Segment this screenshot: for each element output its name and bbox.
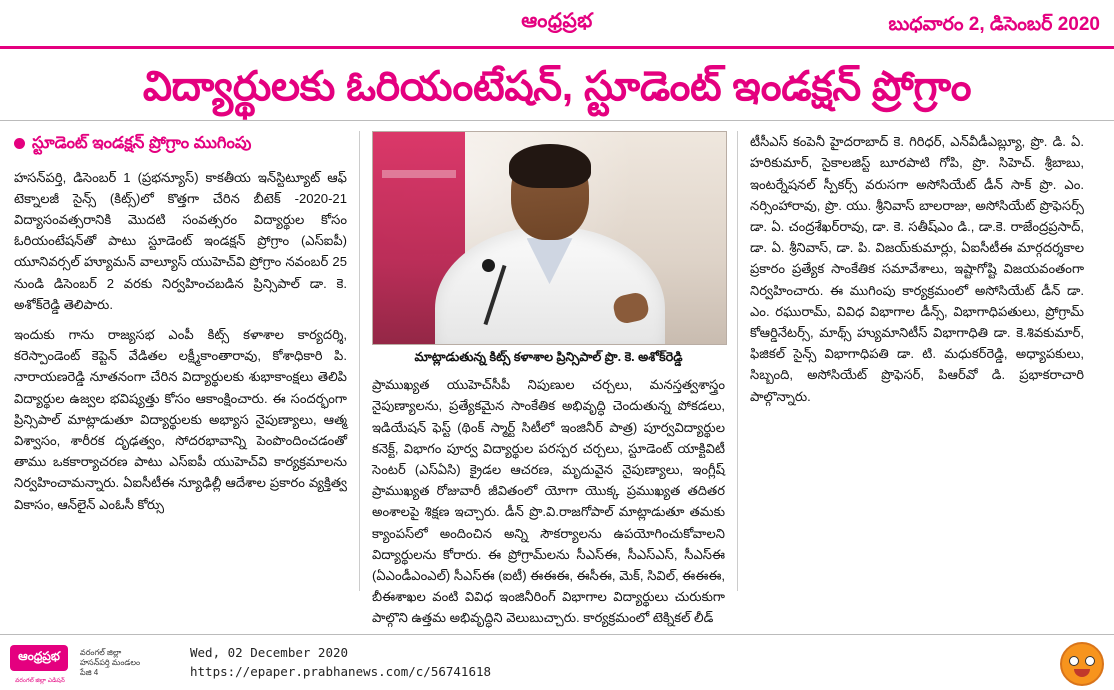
footer-edition-meta bbox=[80, 648, 172, 678]
article-column-2 bbox=[360, 131, 738, 626]
mascot-eye-left bbox=[1069, 656, 1079, 666]
photo-caption: మాట్లాడుతున్న కిట్స్ కళాశాల ప్రిన్సిపాల్ ప్రొ. కె. అశోక్‌రెడ్డి bbox=[414, 350, 683, 365]
mascot-icon bbox=[1060, 642, 1104, 686]
footer-logo-badge: ఆంధ్రప్రభ bbox=[10, 645, 68, 671]
article-column-3 bbox=[738, 131, 1084, 591]
photo-person-hair bbox=[509, 144, 591, 188]
footer-url[interactable]: https://epaper.prabhanews.com/c/56741618 bbox=[190, 663, 492, 679]
footer-source bbox=[190, 644, 491, 682]
footer-date: Wed, 02 December 2020 bbox=[190, 644, 349, 660]
footer-mascot-container bbox=[1062, 642, 1104, 684]
paragraph: ఇందుకు గాను రాజ్యసభ ఎంపీ కిట్స్ కళాశాల కార్యదర్శి, కరెస్పాండెంట్ కెప్టెన్ వేడితల లక్ష్మీకాంతారావు, కోశాధికారి పి. నారాయణరెడ్డి నూతనంగా చేరిన విద్యార్థులకు శుభాకాంక్షలు తెలిపి విద్యార్థుల ఉజ్వల భవిష్యత్తు కోసం ఆకాంక్షించారు. ఈ సందర్భంగా ప్రిన్సిపాల్ మాట్లాడుతూ విద్యార్థులకు అభ్యాస నైపుణ్యాలు, ఆత్మ విశ్వాసం, శారీరక దృఢత్వం, సోదరభావాన్ని పెంపొందించడంతో తాము ఒకకార్యాచరణ పాటు ఎస్‌ఐపీ యుహెచ్‌వి కార్యక్రమాలను నిర్వహించామన్నారు. ఏఐసీటీఈ న్యూఢిల్లీ ఆదేశాల ప్రకారం వ్యక్తిత్వ వికాసం, ఆన్‌లైన్ ఎంఓసీ కోర్సు bbox=[14, 327, 347, 512]
kicker-label: స్టూడెంట్ ఇండక్షన్ ప్రోగ్రాం ముగింపు bbox=[32, 134, 252, 153]
footer-meta-line-1: వరంగల్ జిల్లా bbox=[80, 647, 122, 657]
page-title: విద్యార్థులకు ఓరియంటేషన్, స్టూడెంట్ ఇండక్షన్ ప్రోగ్రాం bbox=[142, 63, 972, 109]
article-photo bbox=[372, 131, 727, 345]
mascot-mouth bbox=[1074, 669, 1090, 677]
page-footer bbox=[0, 634, 1114, 690]
masthead-title: ఆంధ్రప్రభ bbox=[521, 9, 593, 32]
footer-meta-line-2: హసన్‌పర్తి మండలం bbox=[80, 657, 141, 667]
bullet-icon bbox=[14, 138, 25, 149]
footer-meta-line-3: పేజి 4 bbox=[80, 667, 99, 677]
paragraph: హసన్‌పర్తి, డిసెంబర్ 1 (ప్రభన్యూస్) కాకతీయ ఇన్‌స్టిట్యూట్ ఆఫ్ టెక్నాలజీ సైన్స్ (కిట్స్)లో కొత్తగా చేరిన బీటెక్ -2020-21 విద్యాసంవత్సరానికి మొదటి సంవత్సరం విద్యార్థుల కోసం ఓరియంటేషన్‌తో పాటు స్టూడెంట్ ఇండక్షన్ ప్రోగ్రాం (ఎస్‌ఐపీ) యూనివర్సల్ హ్యూమన్ వాల్యూస్ యుహెచ్‌వి ప్రోగ్రాం నవంబర్ 25 నుండి డిసెంబర్ 2 వరకు నిర్వహించబడిన ప్రిన్సిపాల్ డా. కె. అశోక్‌రెడ్డి తెలిపారు. bbox=[14, 169, 347, 312]
headline-container bbox=[0, 49, 1114, 121]
footer-logo bbox=[10, 643, 70, 683]
article-body bbox=[0, 121, 1114, 626]
mascot-eye-right bbox=[1085, 656, 1095, 666]
masthead bbox=[0, 0, 1114, 49]
kicker bbox=[14, 133, 347, 154]
masthead-date: బుధవారం 2, డిసెంబర్ 2020 bbox=[888, 14, 1100, 35]
paragraph: ప్రాముఖ్యత యుహెచ్‌సీపీ నిపుణుల చర్చలు, మనస్తత్వశాస్త్రం నైపుణ్యాలను, ప్రత్యేకమైన సాంకేతిక అభివృద్ధి చెందుతున్న పోకడలు, ఇడియేషన్ ఫెస్ట్ (థింక్ స్మార్ట్ సిటీలో ఇంజినీర్ పాత్ర) పూర్వవిద్యార్థుల కనెక్ట్, విభాగం పూర్వ విద్యార్థుల పరస్పర చర్చలు, స్టూడెంట్ యాక్టివిటీ సెంటర్ (ఎస్ఏసి) క్రైడల ఆచరణ, మృదువైన నైపుణ్యాలు, ఇంగ్లీష్ ప్రాముఖ్యత రోజువారీ జీవితంలో యోగా యొక్క ప్రముఖ్యత తదితర అంశాలపై శిక్షణ ఇచ్చారు. డీన్ ప్రొ.వి.రాజగోపాల్ మాట్లాడుతూ తమకు క్యాంపస్‌లో అందించిన అన్ని సౌకర్యాలను ఉపయోగించుకోవాలని విద్యార్థులను కోరారు. ఈ ప్రోగ్రామ్‌లను సీఎస్ఈ, సీఎస్ఎస్, సీఎస్ఈ (ఏఎండీఎంఎల్) సీఎస్ఈ (ఐటీ) ఈఈఈ, ఈసీఈ, మెక్, సివిల్, ఈఈఈ, బీఈశాఖల వంటి వివిధ ఇంజినీరింగ్ విభాగాల విద్యార్థులు చురుకుగా పాల్గొని ఉత్తమ అభివృద్ధిని వెలుబుచ్చారు. కార్యక్రమంలో టెక్నికల్ లీడ్ bbox=[372, 377, 725, 626]
footer-logo-subtitle: వరంగల్ జిల్లా ఎడిషన్ bbox=[15, 677, 65, 684]
paragraph: టీసీఎస్ కంపెనీ హైదరాబాద్ కె. గిరిధర్, ఎన్‌వీడీఎబ్ల్యూ, ప్రొ. డి. ఏ. హరికుమార్, సైకాలజిస్ట్ బూరపాటి గోపి, ప్రొ. సిహెచ్. శ్రీబాబు, ఇంటర్నేషనల్ స్పీకర్స్ వరుసగా అసోసియేట్ డీన్ సాక్ ప్రొ. ఎం. నర్సింహారావు, ప్రొ. యు. శ్రీనివాస్ బాలరాజు, అసోసియేట్ ప్రొఫెసర్స్ డా. ఏ. చంద్రశేఖర్‌రావు, డా. కె. సతీష్‌ఎం డి., డా.కె. రాజేంద్రప్రసాద్, డా. ఏ. శ్రీనివాస్, డా. పి. విజయ్‌కుమార్లు, ఏఐసీటీఈ మార్గదర్శకాల ప్రకారం ప్రత్యేక సాంకేతిక సమావేశాలు, ఇష్టాగోష్టి విజయవంతంగా నిర్వహించారు. ఈ ముగింపు కార్యక్రమంలో అసోసియేట్ డీన్ డా. ఎం. రఘురామ్, వివిధ విభాగాల డీన్స్, విభాగాధిపతులు, ప్రోగ్రామ్ కోఆర్డినేటర్స్, మాథ్స్ హ్యుమానిటీస్ విభాగాధితి డా. కె.శివకుమార్, ఫిజికల్ సైన్స్ విభాగాధిపతి డా. టి. మధుకర్‌రెడ్డి, అధ్యాపకులు, సిబ్బంది, అసోసియేట్ ప్రొఫెసర్, పిఆర్‌వో డి. ప్రభాకరాచారి పాల్గొన్నారు. bbox=[750, 134, 1084, 404]
article-column-1 bbox=[14, 131, 360, 591]
photo-block bbox=[372, 131, 725, 366]
